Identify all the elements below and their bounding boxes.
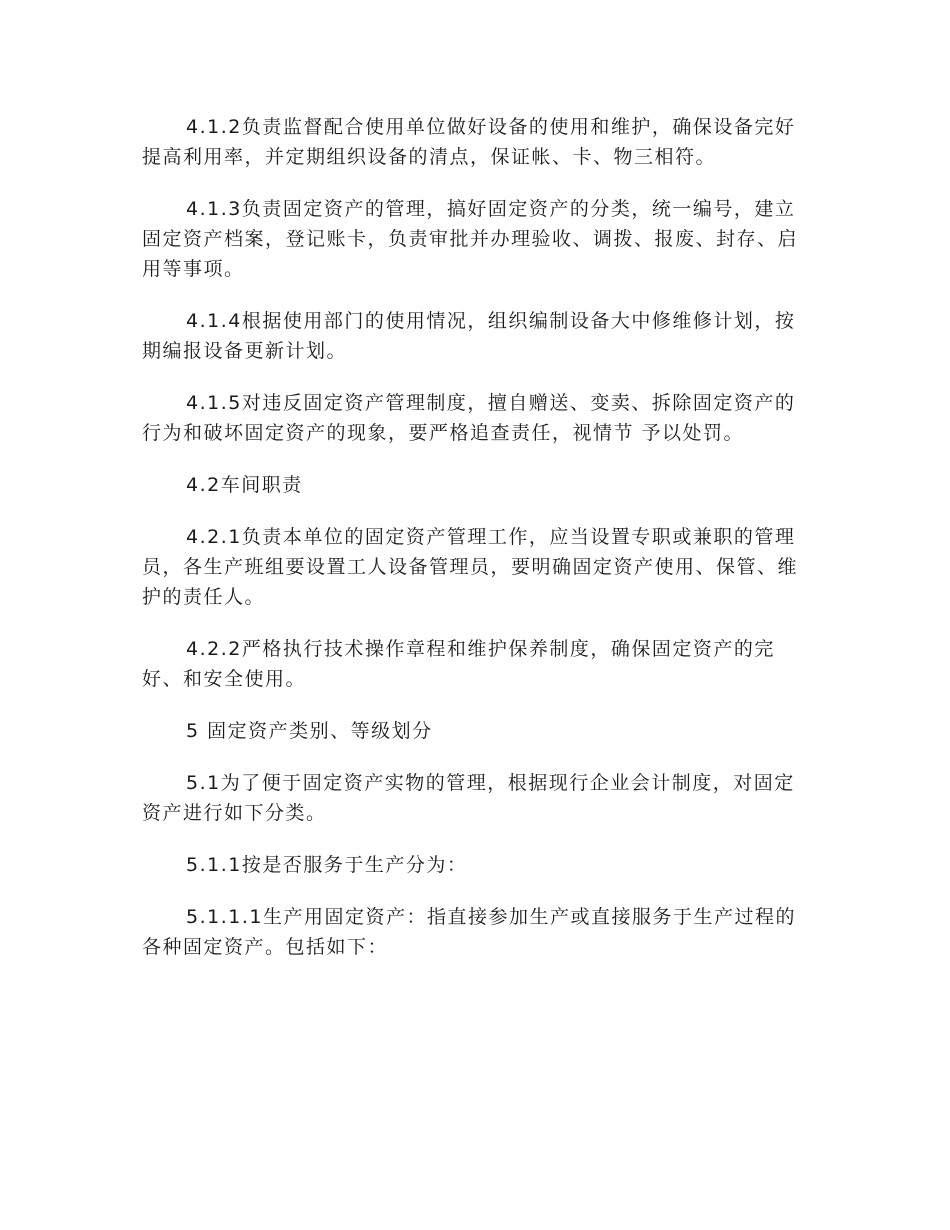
paragraph-4-1-3: 4.1.3负责固定资产的管理，搞好固定资产的分类，统一编号，建立固定资产档案，登记账卡，负责审批并办理验收、调拨、报废、封存、启用等事项。 [142, 198, 799, 280]
paragraph-5-1-1: 5.1.1按是否服务于生产分为： [186, 854, 468, 876]
paragraph-4-2-2: 4.2.2严格执行技术操作章程和维护保养制度，确保固定资产的完好、和安全使用。 [142, 638, 775, 690]
paragraph-5-1: 5.1为了便于固定资产实物的管理，根据现行企业会计制度，对固定资产进行如下分类。 [142, 772, 795, 824]
section-heading-4-2: 4.2车间职责 [186, 474, 303, 496]
paragraph-5-1-1-1: 5.1.1.1生产用固定资产：指直接参加生产或直接服务于生产过程的各种固定资产。包括如下： [142, 906, 796, 958]
paragraph-4-1-4: 4.1.4根据使用部门的使用情况，组织编制设备大中修维修计划，按期编报设备更新计划。 [142, 310, 796, 362]
document-body [142, 112, 810, 984]
paragraph-4-1-5: 4.1.5对违反固定资产管理制度，擅自赠送、变卖、拆除固定资产的行为和破坏固定资产的现象，要严格追查责任，视情节 予以处罚。 [142, 392, 796, 444]
paragraph-4-1-2: 4.1.2负责监督配合使用单位做好设备的使用和维护，确保设备完好提高利用率，并定期组织设备的清点，保证帐、卡、物三相符。 [142, 116, 796, 168]
paragraph-4-2-1: 4.2.1负责本单位的固定资产管理工作，应当设置专职或兼职的管理员，各生产班组要设置工人设备管理员，要明确固定资产使用、保管、维护的责任人。 [142, 526, 799, 608]
section-heading-5: 5 固定资产类别、等级划分 [186, 720, 433, 742]
